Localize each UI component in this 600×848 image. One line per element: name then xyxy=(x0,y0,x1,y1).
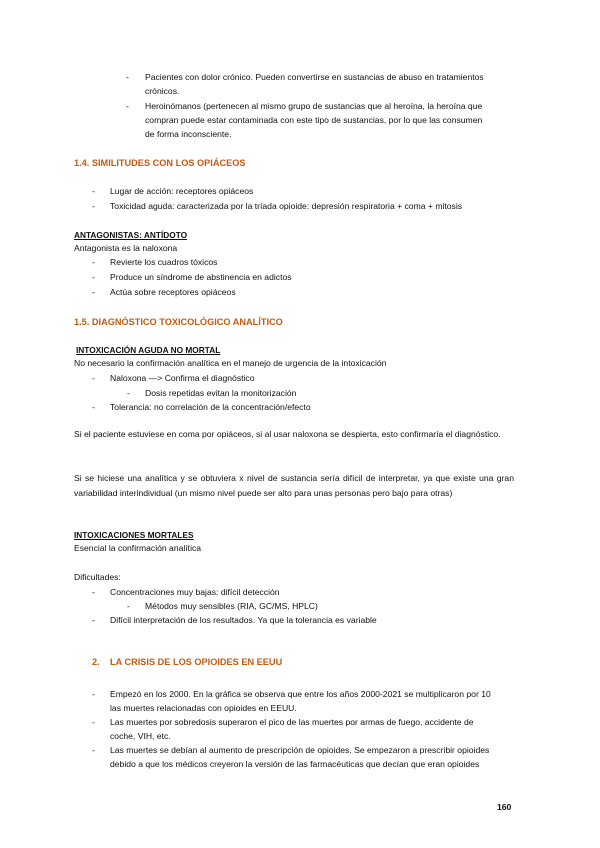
intoxicaciones-mortales-heading: INTOXICACIONES MORTALES xyxy=(74,530,194,540)
list-item-line: Heroinómanos (pertenecen al mismo grupo de sustancias que al heroína, la heroína que xyxy=(145,101,483,111)
list-item: Toxicidad aguda: caracterizada por la tríada opioide: depresión respiratoria + coma + mitosis xyxy=(110,201,463,211)
list-item: Revierte los cuadros tóxicos xyxy=(110,257,218,267)
section-title-1-5: 1.5. DIAGNÓSTICO TOXICOLÓGICO ANALÍTICO xyxy=(74,317,283,327)
list-item-line: debido a que los médicos creyeron la versión de las farmacéuticas que decían que eran opioides xyxy=(110,759,480,769)
list-item-line: compran puede estar contaminada con este tipo de sustancias, por lo que las consumen xyxy=(145,115,483,125)
list-item-line: crónicos. xyxy=(145,86,180,96)
sub-list-item: Dosis repetidas evitan la monitorización xyxy=(145,388,297,398)
section-title-2: LA CRISIS DE LOS OPIOIDES EN EEUU xyxy=(110,657,283,667)
intoxicacion-aguda-heading: INTOXICACIÓN AGUDA NO MORTAL xyxy=(76,345,221,355)
bullet-dash: - xyxy=(92,257,95,267)
bullet-dash: - xyxy=(92,186,95,196)
list-item-line: Las muertes se debían al aumento de prescripción de opioides. Se empezaron a prescribir opioides xyxy=(110,745,490,755)
list-item: Concentraciones muy bajas: difícil detección xyxy=(110,587,280,597)
section-title-1-4: 1.4. SIMILITUDES CON LOS OPIÁCEOS xyxy=(74,158,246,168)
bullet-dash: - xyxy=(126,101,129,111)
list-item-line: coche, VIH, etc. xyxy=(110,731,171,741)
bullet-dash: - xyxy=(92,717,95,727)
section-number-2: 2. xyxy=(92,657,100,667)
bullet-dash: - xyxy=(92,615,95,625)
list-item-line: Las muertes por sobredosis superaron el pico de las muertes por armas de fuego, accidente de xyxy=(110,717,474,727)
page-number: 160 xyxy=(497,802,512,812)
list-item-line: las muertes relacionadas con opioides en EEUU. xyxy=(110,703,297,713)
antagonistas-heading: ANTAGONISTAS: ANTÍDOTO xyxy=(74,230,188,240)
list-item: Produce un síndrome de abstinencia en adictos xyxy=(110,272,292,282)
antagonistas-intro: Antagonista es la naloxona xyxy=(74,243,178,253)
paragraph: Si el paciente estuviese en coma por opiáceos, si al usar naloxona se despierta, esto confirmaría el diagnóstico. xyxy=(74,429,501,439)
bullet-dash: - xyxy=(127,601,130,611)
intro-text: No necesario la confirmación analítica en el manejo de urgencia de la intoxicación xyxy=(74,358,387,368)
bullet-dash: - xyxy=(126,72,129,82)
bullet-dash: - xyxy=(92,587,95,597)
list-item: Actúa sobre receptores opiáceos xyxy=(110,287,236,297)
bullet-dash: - xyxy=(92,287,95,297)
bullet-dash: - xyxy=(92,402,95,412)
list-item: Difícil interpretación de los resultados. Ya que la tolerancia es variable xyxy=(110,615,377,625)
bullet-dash: - xyxy=(92,745,95,755)
bullet-dash: - xyxy=(92,272,95,282)
paragraph: Si se hiciese una analítica y se obtuviera x nivel de sustancia sería difícil de interpretar, ya que existe una gran variabilidad interindividual (un mismo nivel puede ser alto para unas personas pero bajo para otras) xyxy=(74,473,514,498)
list-item-line: de forma inconsciente. xyxy=(145,129,232,139)
list-item: Tolerancia: no correlación de la concentración/efecto xyxy=(110,402,311,412)
list-item-line: Pacientes con dolor crónico. Pueden convertirse en sustancias de abuso en tratamientos xyxy=(145,72,484,82)
dificultades-label: Dificultades: xyxy=(74,572,121,582)
bullet-dash: - xyxy=(92,689,95,699)
bullet-dash: - xyxy=(92,201,95,211)
list-item: Naloxona —> Confirma el diagnóstico xyxy=(110,373,255,383)
list-item-line: Empezó en los 2000. En la gráfica se observa que entre los años 2000-2021 se multiplicaron por 10 xyxy=(110,689,491,699)
bullet-dash: - xyxy=(92,373,95,383)
sub-list-item: Métodos muy sensibles (RIA, GC/MS, HPLC) xyxy=(145,601,318,611)
mortales-intro: Esencial la confirmación analítica xyxy=(74,543,202,553)
bullet-dash: - xyxy=(127,388,130,398)
list-item: Lugar de acción: receptores opiáceos xyxy=(110,186,254,196)
